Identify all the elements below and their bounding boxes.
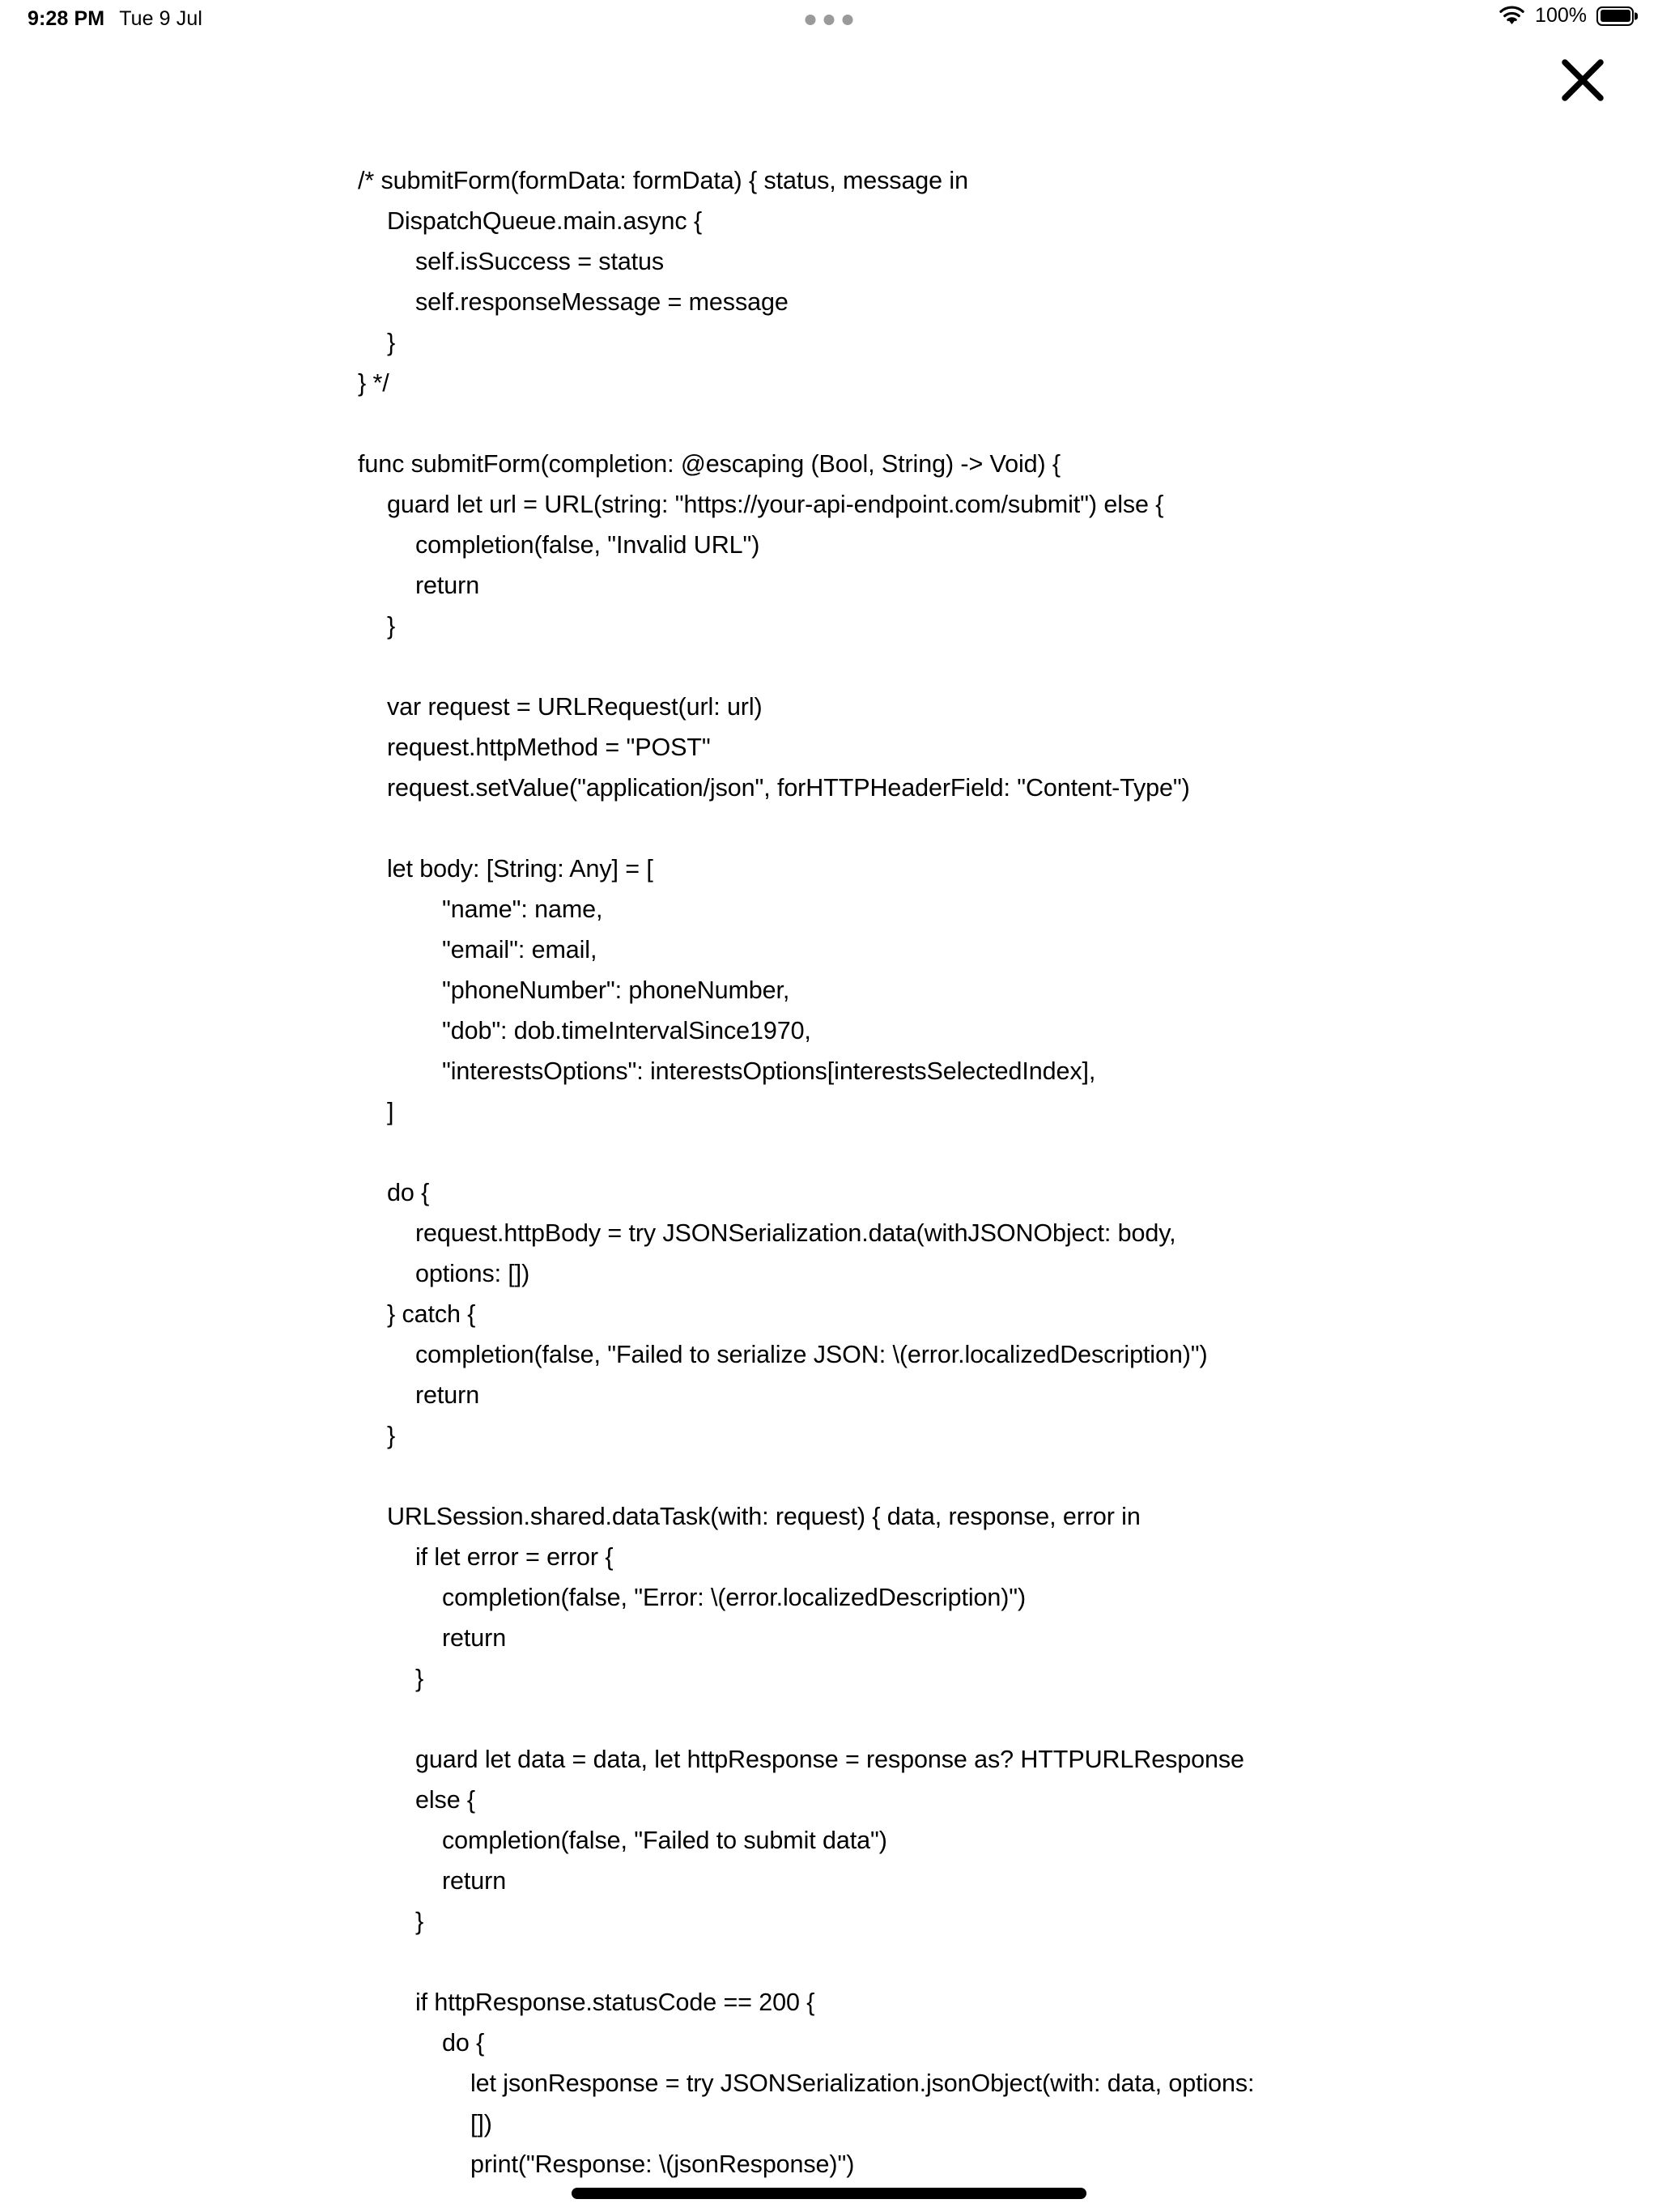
battery-full-icon (1596, 6, 1634, 26)
code-line-blank (329, 1942, 1268, 1982)
code-line: } (387, 1422, 396, 1449)
code-line: if httpResponse.statusCode == 200 { (415, 1989, 815, 2016)
code-line: let jsonResponse = try JSONSerialization.jsonObject(with: data, options: []) (470, 2069, 1255, 2138)
multitasking-dot (806, 15, 816, 25)
status-bar-right (1499, 4, 1634, 28)
code-line: completion(false, "Invalid URL") (415, 531, 760, 559)
code-line: /* submitForm(formData: formData) { status, message in (358, 167, 968, 194)
code-line: var request = URLRequest(url: url) (387, 693, 763, 721)
code-line: } (387, 612, 396, 640)
multitasking-dot (843, 15, 853, 25)
code-line-blank (329, 1699, 1268, 1739)
code-viewer[interactable] (329, 160, 1268, 2184)
code-line: return (442, 1867, 507, 1895)
code-line: completion(false, "Error: \(error.localizedDescription)") (442, 1584, 1027, 1611)
code-line: request.httpMethod = "POST" (387, 734, 711, 761)
code-line: request.setValue("application/json", forHTTPHeaderField: "Content-Type") (387, 774, 1190, 802)
code-line-blank (329, 646, 1268, 687)
code-line: return (415, 1381, 480, 1409)
code-line: completion(false, "Failed to submit data") (442, 1827, 887, 1854)
code-line: do { (387, 1179, 430, 1206)
code-line: } catch { (387, 1300, 476, 1328)
status-bar-left (28, 7, 202, 31)
code-line: } (415, 1908, 424, 1935)
code-line: "dob": dob.timeIntervalSince1970, (442, 1017, 811, 1044)
wifi-icon (1499, 6, 1525, 26)
code-line: self.responseMessage = message (415, 288, 789, 316)
close-button[interactable] (1553, 50, 1613, 110)
code-line: } (415, 1665, 424, 1692)
battery-fill (1601, 10, 1630, 22)
code-line: "email": email, (442, 936, 597, 963)
code-line: guard let data = data, let httpResponse = response as? HTTPURLResponse else { (415, 1746, 1244, 1814)
code-line: DispatchQueue.main.async { (387, 207, 703, 235)
code-line: return (415, 572, 480, 599)
close-icon (1559, 57, 1606, 104)
code-line: } */ (358, 369, 389, 397)
code-line: guard let url = URL(string: "https://your-api-endpoint.com/submit") else { (387, 491, 1164, 518)
code-line: URLSession.shared.dataTask(with: request) { data, response, error in (387, 1503, 1141, 1530)
code-line-blank (329, 1456, 1268, 1496)
home-indicator[interactable] (572, 2188, 1086, 2199)
code-line-blank (329, 1132, 1268, 1172)
status-bar-date: Tue 9 Jul (119, 6, 202, 30)
code-line: "interestsOptions": interestsOptions[interestsSelectedIndex], (442, 1057, 1096, 1085)
code-line: return (442, 1624, 507, 1652)
code-line: print("Response: \(jsonResponse)") (470, 2150, 855, 2178)
status-bar-time: 9:28 PM (28, 6, 105, 30)
code-line-blank (329, 808, 1268, 849)
code-line: "phoneNumber": phoneNumber, (442, 976, 790, 1004)
code-line: request.httpBody = try JSONSerialization.data(withJSONObject: body, options: []) (415, 1219, 1176, 1287)
status-bar (0, 0, 1658, 37)
code-line: func submitForm(completion: @escaping (Bool, String) -> Void) { (358, 450, 1061, 478)
code-line-blank (329, 403, 1268, 444)
code-line: completion(false, "Failed to serialize JSON: \(error.localizedDescription)") (415, 1341, 1208, 1368)
code-line: do { (442, 2029, 485, 2057)
battery-percent-label: 100% (1535, 4, 1587, 27)
code-line: self.isSuccess = status (415, 248, 665, 275)
code-line: if let error = error { (415, 1543, 614, 1571)
code-line: ] (387, 1098, 394, 1125)
multitasking-dot (824, 15, 835, 25)
code-line: let body: [String: Any] = [ (387, 855, 653, 883)
code-line: "name": name, (442, 895, 603, 923)
multitasking-dots-icon[interactable] (806, 15, 853, 25)
code-line: } (387, 329, 396, 356)
